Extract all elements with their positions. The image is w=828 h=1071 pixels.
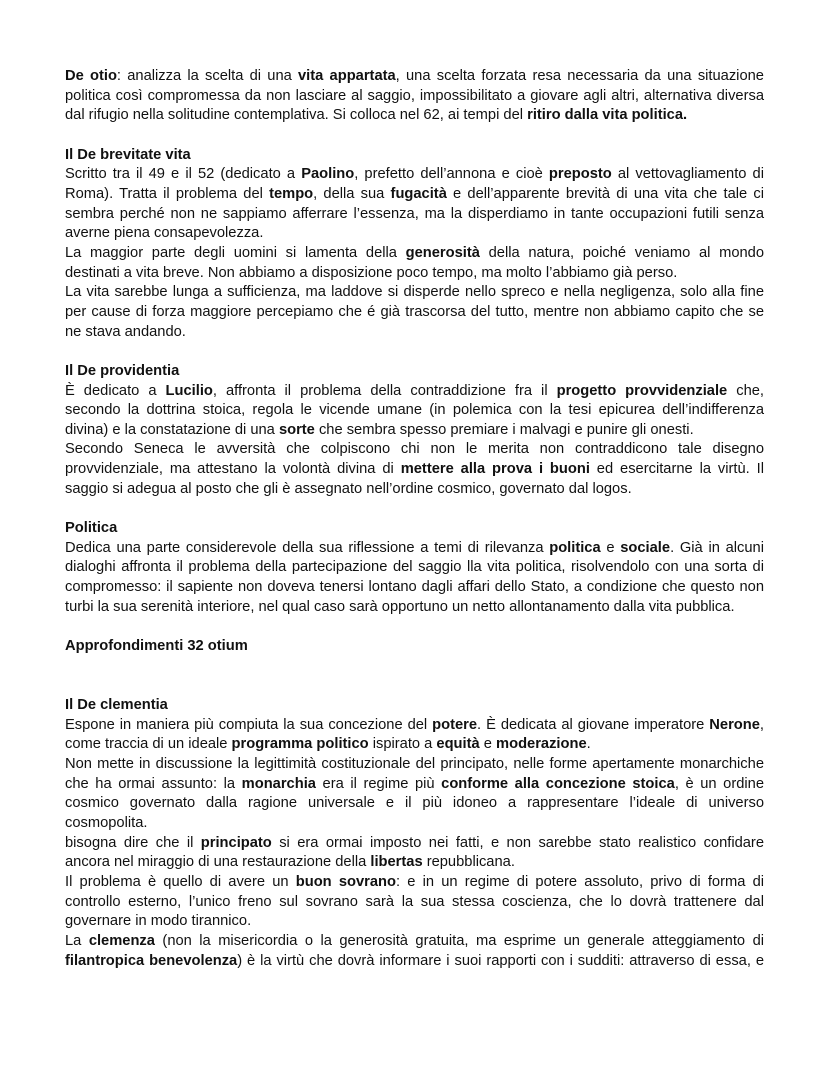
text-run: divina) e la constatazione di una [65,421,279,438]
text-run: e [479,736,497,753]
bold-text: sorte [278,421,315,438]
text-run: Non mette in discussione la legittimità costituzionale del principato, nelle forme apertamente monarchiche [65,755,764,772]
text-line [65,205,764,225]
text-run: , è un ordine [674,775,765,792]
paragraph [65,382,764,441]
text-run: È dedicato a [65,382,166,399]
bold-text: moderazione [496,736,587,753]
bold-text: equità [436,736,480,753]
text-run: che, [727,382,764,399]
paragraph [65,932,764,971]
text-run: Espone in maniera più compiuta la sua concezione del [65,716,433,733]
bold-text: ritiro dalla vita politica. [527,107,688,124]
bold-text: vita appartata [298,68,396,84]
bold-text: principato [200,834,272,851]
text-run: . È dedicata al giovane imperatore [477,716,710,733]
text-run: della natura, poiché veniamo al mondo [479,244,764,261]
text-run: Dedica una parte considerevole della sua riflessione a temi di rilevanza [65,539,550,556]
bold-text: sociale [620,539,671,556]
paragraph [65,539,764,618]
text-line [65,873,764,893]
text-line [65,716,764,736]
text-run: che sembra spesso premiare i malvagi e punire gli onesti. [314,421,694,438]
text-line [65,323,764,343]
text-run: Roma). Tratta il problema del [65,185,270,202]
text-line [65,794,764,814]
paragraph [65,165,764,244]
bold-text: Nerone [709,716,760,733]
text-line [65,185,764,205]
text-run: e [600,539,621,556]
bold-text: clemenza [88,932,155,949]
paragraph [65,440,764,499]
paragraph [65,283,764,342]
text-line [65,578,764,598]
text-line [65,558,764,578]
bold-text: generosità [405,244,480,261]
bold-text: filantropica benevolenza [65,952,238,969]
document-section [65,146,764,343]
bold-text: De otio [65,68,117,84]
text-line [65,952,764,972]
text-line [65,401,764,421]
text-run: (non la misericordia o la generosità gratuita, ma esprime un generale atteggiamento di [154,932,764,949]
text-line [65,834,764,854]
text-line [65,87,764,107]
text-line [65,539,764,559]
text-run: , una scelta forzata resa necessaria da una situazione [395,68,764,84]
text-line [65,853,764,873]
paragraph [65,755,764,834]
text-line [65,106,764,126]
text-run: come traccia di un ideale [65,736,232,753]
bold-text: mettere alla prova i buoni [400,461,590,478]
paragraph [65,834,764,873]
text-run: secondo la dottrina stoica, regola le vicende umane (in polemica con la tesi epicurea dell’indifferenza [65,402,764,419]
text-run: sembra perché non ne sappiamo afferrare l’essenza, ma la disperdiamo in tante occupazioni futili senza [65,205,764,222]
text-run: La maggior parte degli uomini si lamenta della [65,244,406,261]
text-run: Il problema è quello di avere un [65,873,296,890]
text-run: destinati a vita breve. Non abbiamo a disposizione poco tempo, ma molto l’abbiamo già perso. [65,264,678,281]
section-heading: Il De brevitate vita [65,146,191,163]
text-run: e dell’apparente brevità di una vita che tale ci [446,185,764,202]
text-run: , affronta il problema della contraddizione fra il [212,382,557,399]
text-run: ispirato a [368,736,437,753]
bold-text: potere [432,716,478,733]
bold-text: buon sovrano [295,873,396,890]
document-section [65,519,764,617]
bold-text: politica [549,539,601,556]
text-run: ancora nel miraggio di una restaurazione della [65,854,371,871]
text-line [65,932,764,952]
text-run: : analizza la scelta di una [116,68,299,84]
text-run: bisogna dire che il [65,834,201,851]
text-run: provvidenziale, ma attestano la volontà divina di [65,461,401,478]
text-line [65,814,764,834]
text-line [65,480,764,500]
text-line [65,382,764,402]
bold-text: programma politico [231,736,369,753]
text-run: La [65,932,89,949]
text-run: averne piena consapevolezza. [65,225,264,242]
text-run: Secondo Seneca le avversità che colpiscono chi non le merita non contraddicono tale disegno [65,441,764,458]
paragraph [65,873,764,932]
bold-text: progetto provvidenziale [556,382,728,399]
text-run: repubblicana. [422,854,515,871]
text-line [65,735,764,755]
text-run: , prefetto dell’annona e cioè [354,166,549,183]
text-run: controllo esterno, l’unico freno sul sovrano sarà la sua stessa coscienza, che lo dovrà trattenere dal [65,893,764,910]
text-line [65,460,764,480]
text-line [65,775,764,795]
document-section [65,67,764,126]
text-line [65,440,764,460]
document-section [65,696,764,971]
bold-text: monarchia [241,775,316,792]
text-line [65,67,764,87]
text-run: cosmopolita. [65,814,148,831]
text-line [65,165,764,185]
bold-text: fugacità [390,185,447,202]
paragraph [65,244,764,283]
text-run: , della sua [313,185,391,202]
document-body [65,67,764,971]
text-run: saggio si adegua al posto che gli è assegnato nell’ordine cosmico, governato dal logos. [65,480,632,497]
text-run: ne stava andando. [65,323,186,340]
bold-text: preposto [548,166,612,183]
section-heading: Politica [65,520,118,537]
text-run: al vettovagliamento di [611,166,764,183]
text-run: ) è la virtù che dovrà informare i suoi rapporti con i sudditi: attraverso di essa, e [237,952,764,969]
bold-text: Paolino [301,166,355,183]
text-run: dal rifugio nella solitudine contemplativa. Si colloca nel 62, ai tempi del [65,107,528,124]
text-run: compromesso: il sapiente non doveva tenersi lontano dagli affari dello Stato, a condizione che questo non [65,579,764,596]
text-run: per cause di forza maggiore percepiamo che é già trascorsa del tutto, mentre non abbiamo capito che se [65,303,764,320]
text-run: governare in modo tirannico. [65,913,252,930]
text-run: che ha ormai assunto: la [65,775,242,792]
text-run: turbi la sua serenità interiore, nel qual caso sarà opportuno un netto allontanamento dalla vita pubblica. [65,598,735,615]
text-line [65,421,764,441]
text-line [65,598,764,618]
paragraph [65,716,764,755]
text-line [65,755,764,775]
text-run: : e in un regime di potere assoluto, privo di forma di [395,873,765,890]
text-line [65,912,764,932]
text-run: La vita sarebbe lunga a sufficienza, ma laddove si disperde nello spreco e nella negligenza, solo alla fine [65,284,764,301]
section-heading: Il De providentia [65,362,180,379]
paragraph [65,67,764,126]
bold-text: tempo [269,185,314,202]
bold-text: libertas [370,854,423,871]
text-line [65,224,764,244]
document-section [65,637,764,657]
text-run: era il regime più [315,775,442,792]
text-run: . Già in alcuni [670,539,764,556]
text-run: dialoghi affronta il problema della partecipazione del saggio lla vita politica, risolvendolo con una sorta di [65,559,764,576]
text-line [65,244,764,264]
section-heading: Il De clementia [65,697,168,714]
text-run: , [759,716,764,733]
bold-text: Lucilio [165,382,213,399]
text-run: Scritto tra il 49 e il 52 (dedicato a [65,166,302,183]
text-line [65,264,764,284]
text-run: cosmico governato dalla ragione universale e il più idoneo a rappresentare l’ideale di universo [65,795,764,812]
text-line [65,303,764,323]
document-section [65,362,764,500]
text-run: si era ormai imposto nei fatti, e non sarebbe stato realistico confidare [271,834,764,851]
section-heading: Approfondimenti 32 otium [65,638,248,655]
text-line [65,283,764,303]
text-line [65,893,764,913]
text-run: ed esercitarne la virtù. Il [589,461,764,478]
text-run: politica così compromessa da non lasciare al saggio, impossibilitato a giovare agli altri, alternativa diversa [65,87,764,104]
bold-text: conforme alla concezione stoica [441,775,675,792]
text-run: . [586,736,591,753]
